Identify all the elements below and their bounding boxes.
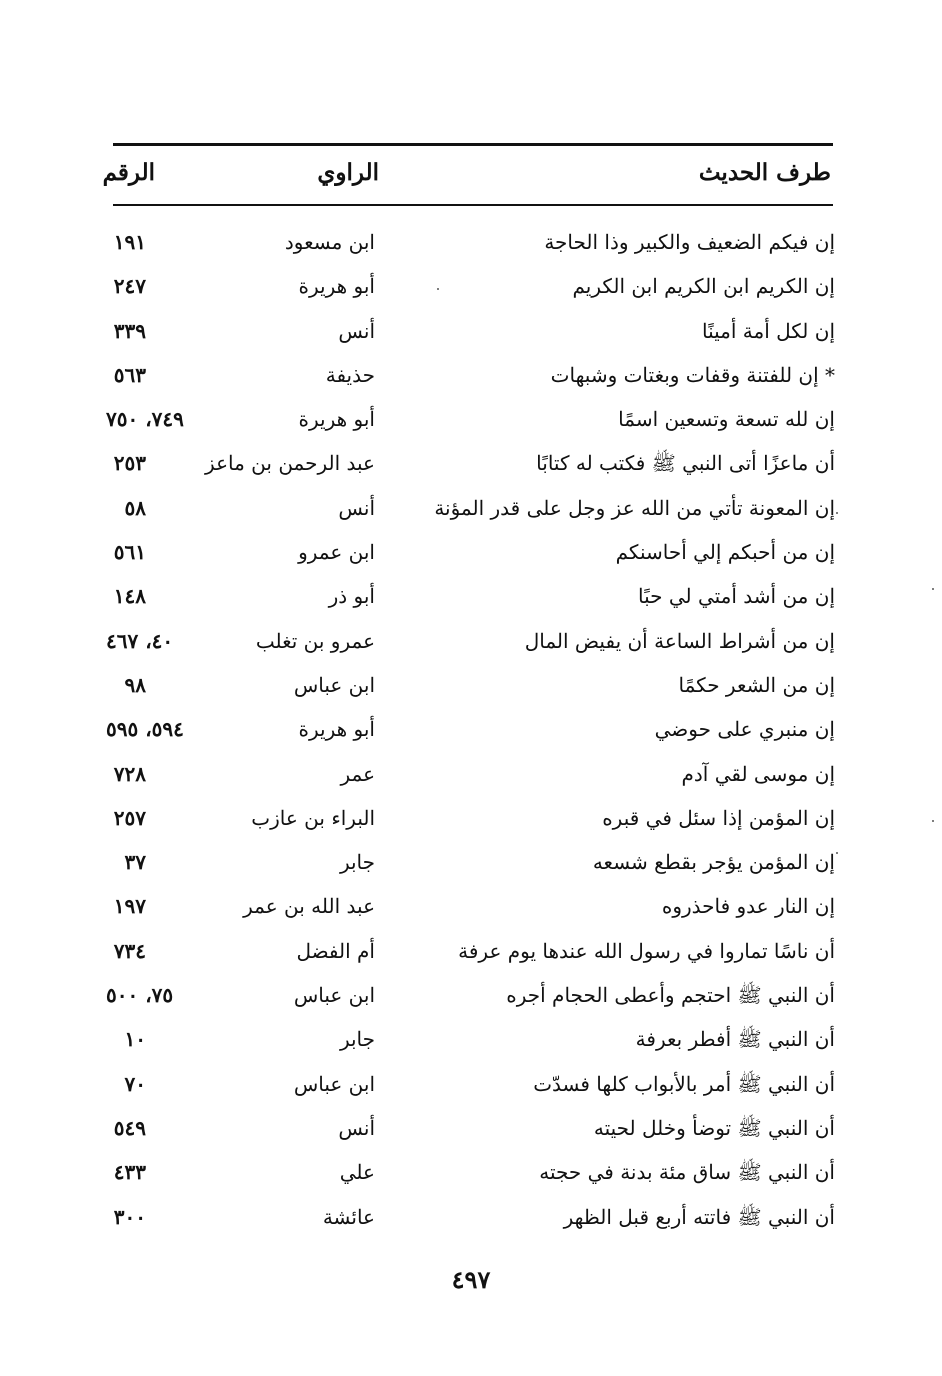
hadith-text: إن من أشد أمتي لي حبًا [637, 584, 835, 609]
table-row [100, 796, 835, 840]
narrator-name: أبو هريرة [298, 717, 375, 742]
hadith-number: ١٠ [124, 1027, 146, 1052]
hadith-number: ٢٤٧ [113, 274, 146, 299]
hadith-text: إن موسى لقي آدم [681, 761, 835, 786]
hadith-text: إن لكل أمة أمينًا [701, 318, 835, 343]
hadith-number: ٣٠٠ [113, 1204, 146, 1229]
hadith-text: إن فيكم الضعيف والكبير وذا الحاجة [544, 230, 835, 254]
hadith-text: إن المؤمن إذا سئل في قبره [602, 805, 835, 830]
hadith-number: ٣٧ [124, 850, 146, 875]
narrator-name: ابن عباس [293, 1071, 375, 1096]
header-narrator: الراوي [317, 159, 379, 186]
narrator-name: جابر [339, 1027, 375, 1052]
table-row [100, 929, 835, 973]
narrator-name: ابن مسعود [284, 230, 375, 254]
hadith-number: ٥٦١ [113, 540, 146, 565]
hadith-number: ٤٠، ٤٦٧ [106, 628, 174, 653]
narrator-name: أبو هريرة [298, 407, 375, 432]
table-row [100, 707, 835, 751]
hadith-number: ٣٣٩ [113, 318, 146, 343]
hadith-text: أن النبي ﷺ توضأ وخلل لحيته [593, 1115, 835, 1140]
table-header [100, 150, 835, 200]
table-row [100, 840, 835, 884]
hadith-text: * إن للفتنة وقفات وبغتات وشبهات [550, 362, 835, 387]
narrator-name: عائشة [322, 1204, 375, 1229]
table-row [100, 973, 835, 1017]
table-row [100, 1150, 835, 1194]
table-row [100, 486, 835, 530]
narrator-name: عبد الرحمن بن ماعز [205, 451, 375, 476]
hadith-number: ٢٥٧ [113, 805, 146, 830]
hadith-number: ٧٠ [124, 1071, 146, 1096]
hadith-text: إن منبري على حوضي [654, 717, 835, 742]
hadith-text: أن ناسًا تماروا في رسول الله عندها يوم عرفة [458, 938, 835, 963]
narrator-name: أم الفضل [296, 938, 375, 963]
narrator-name: عمرو بن تغلب [255, 628, 375, 653]
table-row [100, 220, 835, 264]
scan-speck [932, 588, 934, 590]
hadith-index-table [100, 220, 835, 1239]
table-row [100, 1017, 835, 1061]
hadith-number: ١٩١ [113, 230, 146, 254]
hadith-text: إن لله تسعة وتسعين اسمًا [618, 407, 835, 432]
hadith-text: أن النبي ﷺ فاتته أربع قبل الظهر [563, 1204, 835, 1229]
narrator-name: أبو ذر [328, 584, 375, 609]
header-number: الرقم [102, 159, 155, 186]
narrator-name: عمر [340, 761, 375, 786]
hadith-text: أن النبي ﷺ أمر بالأبواب كلها فسدّت [533, 1071, 835, 1096]
hadith-number: ٢٥٣ [113, 451, 146, 476]
header-hadith: طرف الحديث [698, 159, 831, 186]
table-row [100, 663, 835, 707]
scan-speck [437, 288, 439, 290]
hadith-text: إن من أحبكم إلي أحاسنكم [615, 540, 835, 565]
narrator-name: أنس [338, 318, 375, 343]
hadith-number: ٧٤٩، ٧٥٠ [106, 407, 184, 432]
narrator-name: أنس [338, 495, 375, 520]
scan-speck [932, 820, 934, 822]
table-row [100, 397, 835, 441]
hadith-text: إن النار عدو فاحذروه [661, 894, 835, 919]
table-row [100, 530, 835, 574]
hadith-text: أن النبي ﷺ أفطر بعرفة [635, 1027, 835, 1052]
hadith-number: ٧٥، ٥٠٠ [106, 983, 174, 1008]
table-row [100, 264, 835, 308]
table-row [100, 309, 835, 353]
narrator-name: ابن عمرو [298, 540, 375, 565]
hadith-text: إن المعونة تأتي من الله عز وجل على قدر المؤنة [434, 495, 835, 520]
table-row [100, 1062, 835, 1106]
narrator-name: البراء بن عازب [251, 805, 375, 830]
hadith-text: إن من الشعر حكمًا [678, 672, 835, 697]
table-row [100, 1106, 835, 1150]
narrator-name: جابر [339, 850, 375, 875]
narrator-name: ابن عباس [293, 672, 375, 697]
top-rule [113, 143, 833, 146]
hadith-number: ٥٤٩ [113, 1115, 146, 1140]
hadith-text: أن النبي ﷺ احتجم وأعطى الحجام أجره [506, 983, 835, 1008]
hadith-text: إن الكريم ابن الكريم ابن الكريم [572, 274, 835, 299]
hadith-number: ٩٨ [124, 672, 146, 697]
table-row [100, 441, 835, 485]
hadith-number: ٥٩٤، ٥٩٥ [106, 717, 184, 742]
narrator-name: عبد الله بن عمر [243, 894, 375, 919]
hadith-number: ٥٨ [124, 495, 146, 520]
table-row [100, 884, 835, 928]
hadith-text: إن من أشراط الساعة أن يفيض المال [524, 628, 835, 653]
narrator-name: أبو هريرة [298, 274, 375, 299]
page-number: ٤٩٧ [451, 1265, 491, 1294]
narrator-name: أنس [338, 1115, 375, 1140]
hadith-number: ٧٣٤ [113, 938, 146, 963]
hadith-text: أن النبي ﷺ ساق مئة بدنة في حجته [539, 1160, 835, 1185]
hadith-number: ٧٢٨ [113, 761, 146, 786]
hadith-number: ١٩٧ [113, 894, 146, 919]
hadith-number: ٥٦٣ [113, 362, 146, 387]
table-row [100, 353, 835, 397]
header-rule [113, 204, 833, 206]
narrator-name: حذيفة [325, 362, 375, 387]
hadith-text: أن ماعزًا أتى النبي ﷺ فكتب له كتابًا [536, 451, 835, 476]
hadith-number: ١٤٨ [113, 584, 146, 609]
table-row [100, 752, 835, 796]
table-row [100, 574, 835, 618]
table-row [100, 619, 835, 663]
scan-speck [836, 852, 838, 854]
narrator-name: علي [339, 1160, 375, 1185]
table-row [100, 1195, 835, 1239]
hadith-number: ٤٣٣ [113, 1160, 146, 1185]
hadith-text: إن المؤمن يؤجر بقطع شسعه [592, 850, 835, 875]
narrator-name: ابن عباس [293, 983, 375, 1008]
scan-speck [836, 512, 838, 514]
